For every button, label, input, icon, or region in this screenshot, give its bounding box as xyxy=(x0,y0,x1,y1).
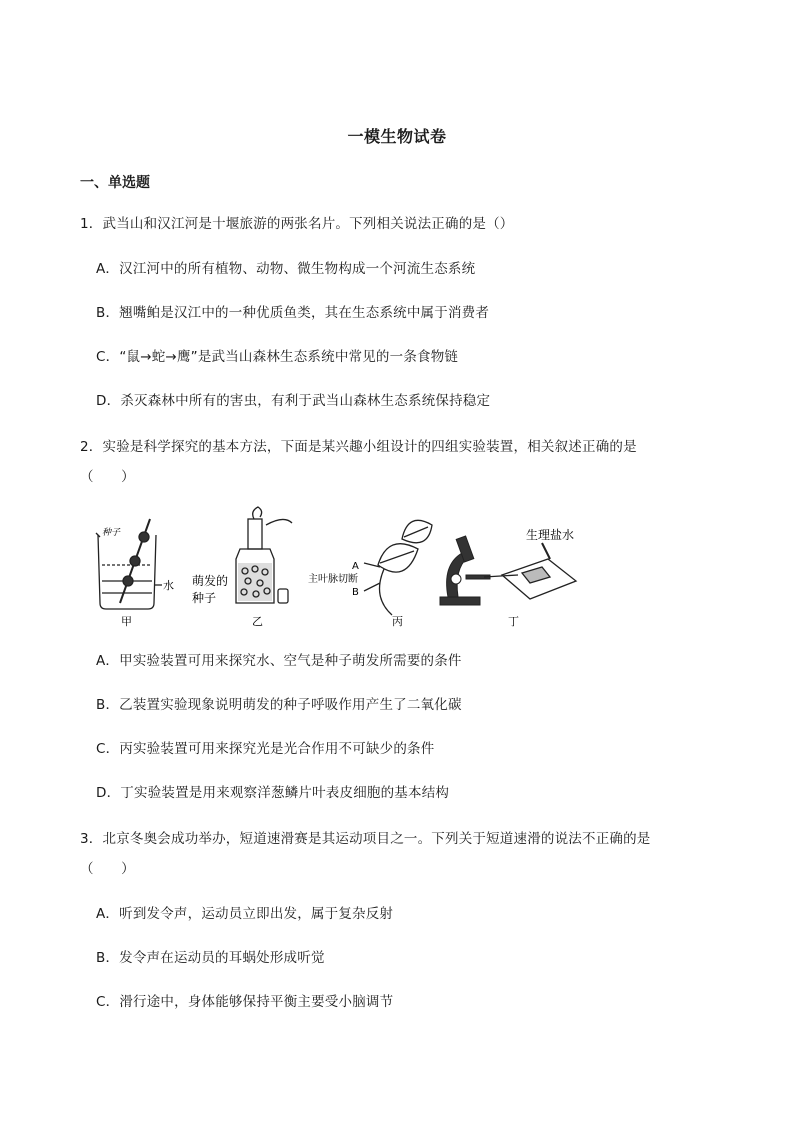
question-3-option-c: C．滑行途中，身体能够保持平衡主要受小脑调节 xyxy=(96,994,394,1010)
slide-apparatus xyxy=(484,543,576,599)
question-2-stem: 2．实验是科学探究的基本方法，下面是某兴趣小组设计的四组实验装置，相关叙述正确的是 xyxy=(80,439,637,455)
experiment-figure xyxy=(88,505,588,630)
question-2-option-b: B．乙装置实验现象说明萌发的种子呼吸作用产生了二氧化碳 xyxy=(96,697,462,713)
bing-label: 丙 xyxy=(392,615,403,628)
bing-b-label: B xyxy=(352,587,359,598)
ding-label: 丁 xyxy=(508,615,519,628)
bing-a-label: A xyxy=(352,561,359,572)
question-1-option-d: D．杀灭森林中所有的害虫，有利于武当山森林生态系统保持稳定 xyxy=(96,393,491,409)
yi-seeds-label-1: 萌发的 xyxy=(192,574,229,588)
question-3-stem-paren: （ ） xyxy=(80,861,135,877)
question-3-option-a: A．听到发令声，运动员立即出发，属于复杂反射 xyxy=(96,906,394,922)
question-1-option-c: C．“鼠→蛇→鹰”是武当山森林生态系统中常见的一条食物链 xyxy=(96,349,459,365)
microscope xyxy=(440,536,490,605)
jia-water-label: 水 xyxy=(163,579,174,592)
bing-cut-label: 主叶脉切断 xyxy=(308,574,358,585)
question-2-option-a: A．甲实验装置可用来探究水、空气是种子萌发所需要的条件 xyxy=(96,653,462,669)
jia-label: 甲 xyxy=(121,615,132,628)
question-3-option-b: B．发令声在运动员的耳蜗处形成听觉 xyxy=(96,950,325,966)
bottle-apparatus xyxy=(236,507,292,603)
question-1-option-b: B．翘嘴鲌是汉江中的一种优质鱼类，其在生态系统中属于消费者 xyxy=(96,305,490,321)
yi-label: 乙 xyxy=(252,615,263,628)
jia-seed-label: 种子 xyxy=(102,528,121,538)
question-2-option-d: D．丁实验装置是用来观察洋葱鳞片叶表皮细胞的基本结构 xyxy=(96,785,450,801)
yi-seeds-label-2: 种子 xyxy=(192,591,217,605)
ding-saline-label: 生理盐水 xyxy=(526,528,575,542)
question-2-stem-paren: （ ） xyxy=(80,469,135,485)
question-2-option-c: C．丙实验装置可用来探究光是光合作用不可缺少的条件 xyxy=(96,741,435,757)
leaf-apparatus xyxy=(364,520,432,615)
question-3-stem: 3．北京冬奥会成功举办，短道速滑赛是其运动项目之一。下列关于短道速滑的说法不正确的是 xyxy=(80,831,651,847)
question-1-option-a: A．汉江河中的所有植物、动物、微生物构成一个河流生态系统 xyxy=(96,261,476,277)
page-title: 一模生物试卷 xyxy=(347,127,447,146)
question-1-stem: 1．武当山和汉江河是十堰旅游的两张名片。下列相关说法正确的是（） xyxy=(80,216,514,232)
section-heading: 一、单选题 xyxy=(80,175,150,191)
